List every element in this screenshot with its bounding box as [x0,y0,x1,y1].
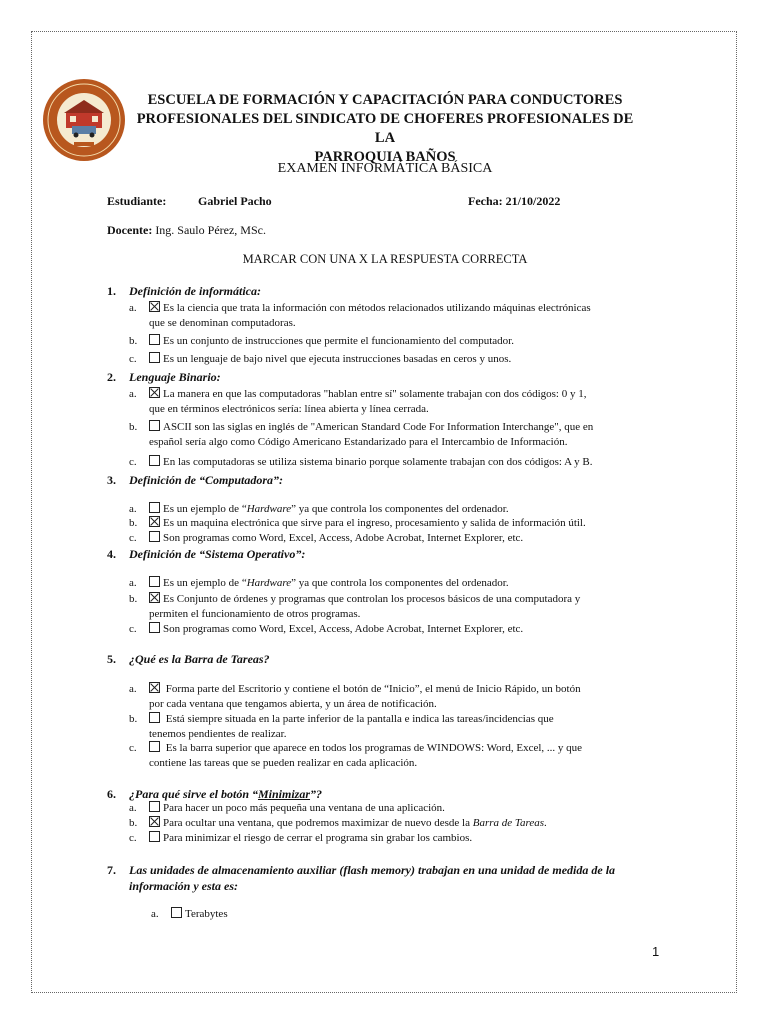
checkbox[interactable] [149,352,160,363]
question-5-option-b: b. Está siempre situada en la parte inferior de la pantalla e indica las tareas/incidencias que tenemos pendientes de realizar. [129,713,554,740]
header-line-2: PROFESIONALES DEL SINDICATO DE CHOFERES PROFESIONALES DE LA [136,111,634,146]
question-6-option-b: b. Para ocultar una ventana, que podremos maximizar de nuevo desde la Barra de Tareas. [129,817,547,829]
question-1-option-c: c. Es un lenguaje de bajo nivel que ejecuta instrucciones basadas en ceros y unos. [129,353,512,365]
school-header [130,91,640,167]
checkbox[interactable] [149,741,160,752]
teacher-line [107,223,266,238]
header-line-1: ESCUELA DE FORMACIÓN Y CAPACITACIÓN PARA CONDUCTORES [147,92,623,108]
question-2-title: 2. Lenguaje Binario: [107,370,221,384]
question-4-option-b: b. Es Conjunto de órdenes y programas que controlan los procesos básicos de una computadora y permiten el funcionamiento de otros programas. [129,593,581,620]
checkbox[interactable] [149,801,160,812]
question-4-title: 4. Definición de “Sistema Operativo”: [107,547,306,561]
question-5-option-c: c. Es la barra superior que aparece en todos los programas de WINDOWS: Word, Excel, ... y que contiene las tareas que se pueden realizar en cada aplicación. [129,742,583,769]
checkbox-checked[interactable] [149,301,160,312]
question-6-option-c: c. Para minimizar el riesgo de cerrar el programa sin grabar los cambios. [129,832,473,844]
teacher-label: Docente: [107,223,153,237]
student-label: Estudiante: [107,194,167,208]
student-name: Gabriel Pacho [198,194,272,208]
question-3-option-b: b. Es un maquina electrónica que sirve para el ingreso, procesamiento y salida de información útil. [129,517,586,529]
question-4-option-a: a. Es un ejemplo de “Hardware” ya que controla los componentes del ordenador. [129,577,509,589]
header-line-3: PARROQUIA BAÑOS [314,149,456,165]
checkbox-checked[interactable] [149,387,160,398]
teacher-name: Ing. Saulo Pérez, MSc. [152,223,266,237]
checkbox[interactable] [149,502,160,513]
checkbox-checked[interactable] [149,516,160,527]
checkbox[interactable] [149,622,160,633]
exam-title: EXAMEN INFORMÁTICA BÁSICA [277,161,493,176]
checkbox-checked[interactable] [149,592,160,603]
page-number: 1 [652,944,660,959]
checkbox[interactable] [149,576,160,587]
checkbox[interactable] [149,455,160,466]
question-7-title: 7. Las unidades de almacenamiento auxiliar (flash memory) trabajan en una unidad de medida de la información y esta es: [107,863,616,893]
instructions: MARCAR CON UNA X LA RESPUESTA CORRECTA [242,252,528,266]
question-3-option-a: a. Es un ejemplo de “Hardware” ya que controla los componentes del ordenador. [129,503,509,515]
checkbox[interactable] [149,420,160,431]
question-6-title: 6. ¿Para qué sirve el botón “Minimizar”? [107,787,323,801]
question-5-option-a: a. Forma parte del Escritorio y contiene el botón de “Inicio”, el menú de Inicio Rápido, un botón por cada ventana que tengamos abierta, y un área de notificación. [129,683,581,710]
question-1-option-a: a. Es la ciencia que trata la información con métodos relacionados utilizando máquinas electrónicas que se denominan computadoras. [129,302,591,329]
question-1-title: 1. Definición de informática: [107,284,261,298]
school-seal-logo [42,78,126,162]
checkbox[interactable] [149,334,160,345]
question-3-option-c: c. Son programas como Word, Excel, Access, Adobe Acrobat, Internet Explorer, etc. [129,532,524,544]
question-2-option-b: b. ASCII son las siglas en inglés de "American Standard Code For Information Interchange", que en español sería algo como Código Americano Estandarizado para el Intercambio de Información. [129,421,594,448]
checkbox[interactable] [149,831,160,842]
question-5-title: 5. ¿Qué es la Barra de Tareas? [107,652,270,666]
question-1-option-b: b. Es un conjunto de instrucciones que permite el funcionamiento del computador. [129,335,514,347]
exam-date: Fecha: 21/10/2022 [468,194,561,208]
question-2-option-c: c. En las computadoras se utiliza sistema binario porque solamente trabajan con dos códigos: A y B. [129,456,593,468]
question-6-option-a: a. Para hacer un poco más pequeña una ventana de una aplicación. [129,802,445,814]
question-7-option-a: a. Terabytes [151,908,228,920]
question-2-option-a: a. La manera en que las computadoras "hablan entre sí" solamente trabajan con dos códigos: 0 y 1, que en términos electrónicos sería: línea abierta y línea cerrada. [129,388,587,415]
question-4-option-c: c. Son programas como Word, Excel, Access, Adobe Acrobat, Internet Explorer, etc. [129,623,524,635]
checkbox[interactable] [171,907,182,918]
checkbox-checked[interactable] [149,816,160,827]
checkbox[interactable] [149,712,160,723]
checkbox[interactable] [149,531,160,542]
question-3-title: 3. Definición de “Computadora”: [107,473,284,487]
checkbox-checked[interactable] [149,682,160,693]
